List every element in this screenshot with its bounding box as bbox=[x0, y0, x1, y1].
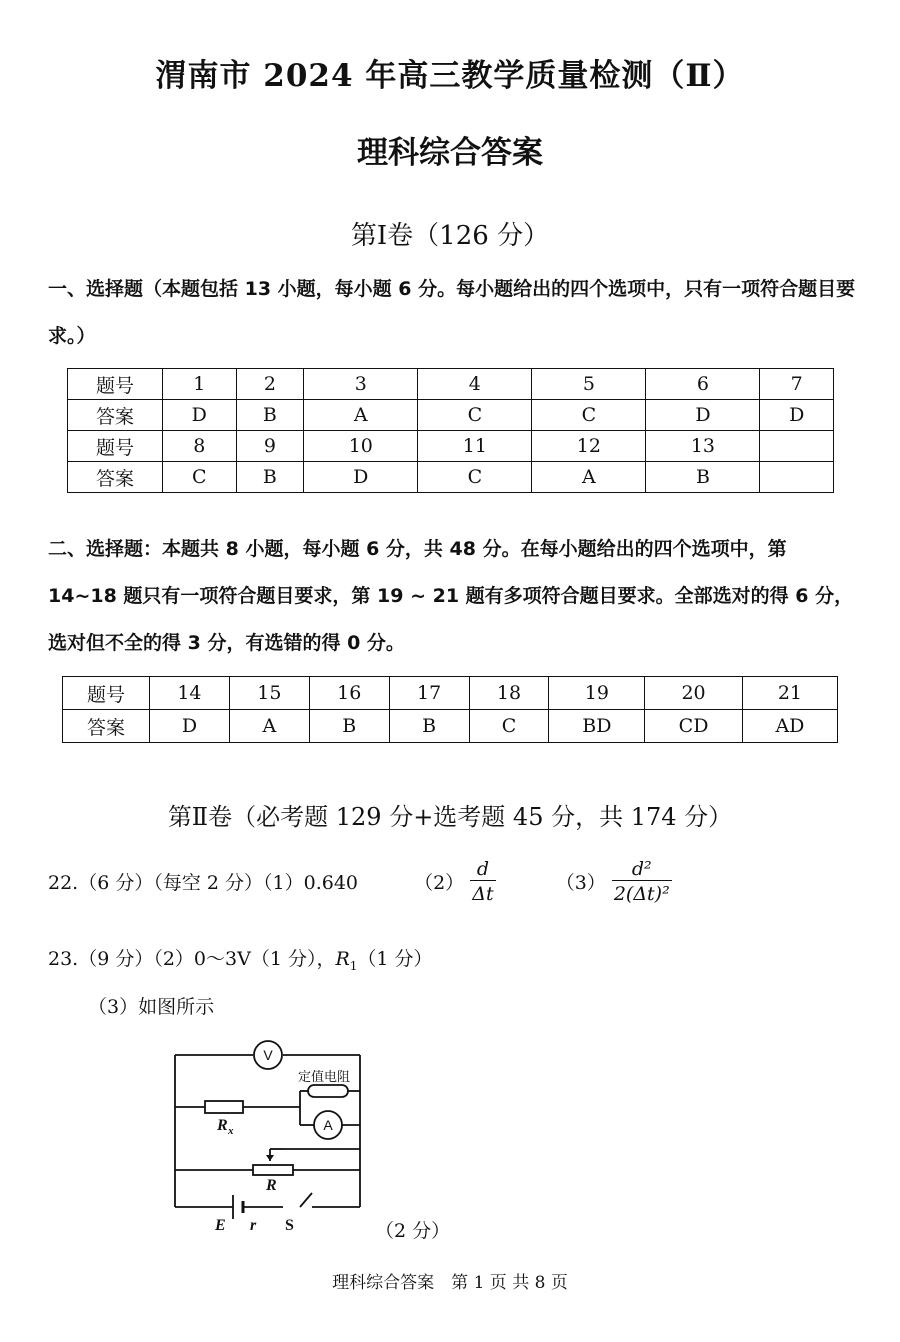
table-cell: 17 bbox=[389, 677, 469, 710]
table-cell: 2 bbox=[236, 369, 304, 400]
q22-part2-denominator: Δt bbox=[470, 880, 495, 905]
table-row bbox=[68, 369, 834, 400]
table-cell: 1 bbox=[163, 369, 237, 400]
table-cell: 14 bbox=[150, 677, 230, 710]
q23-var-sub: 1 bbox=[349, 958, 358, 973]
q22-part3-label: （3） bbox=[555, 872, 606, 894]
table-cell: B bbox=[236, 462, 304, 493]
q22-part2-fraction bbox=[470, 858, 495, 905]
table-row bbox=[63, 710, 838, 743]
table-row-header: 题号 bbox=[63, 677, 150, 710]
volume1-heading: 第Ⅰ卷（126 分） bbox=[350, 221, 550, 251]
table-row bbox=[68, 400, 834, 431]
table-cell: 11 bbox=[418, 431, 532, 462]
table-cell: 10 bbox=[304, 431, 418, 462]
rheostat-label: R bbox=[266, 1177, 277, 1194]
table-cell: CD bbox=[645, 710, 743, 743]
table-cell: 12 bbox=[532, 431, 646, 462]
table-cell: 6 bbox=[646, 369, 760, 400]
table-cell: D bbox=[150, 710, 230, 743]
rx-resistor bbox=[205, 1101, 243, 1113]
table-row bbox=[63, 677, 838, 710]
q23-line1-b: （1 分） bbox=[357, 948, 433, 970]
table-cell: A bbox=[229, 710, 309, 743]
rheostat bbox=[253, 1165, 293, 1175]
table-cell: 15 bbox=[229, 677, 309, 710]
table-cell: 4 bbox=[418, 369, 532, 400]
table-cell: B bbox=[309, 710, 389, 743]
fixed-resistor bbox=[308, 1085, 348, 1097]
table-cell: B bbox=[236, 400, 304, 431]
section1-instructions: 一、选择题（本题包括 13 小题，每小题 6 分。每小题给出的四个选项中，只有一项符合题目要求。） bbox=[48, 278, 856, 347]
q23-line1-a: 23.（9 分）（2）0～3V（1 分）， bbox=[48, 948, 336, 970]
switch-label: S bbox=[285, 1217, 294, 1234]
q22-prefix: 22.（6 分）（每空 2 分）（1）0.640 bbox=[48, 872, 358, 894]
q22-part3-fraction bbox=[612, 858, 672, 905]
q22-answer bbox=[48, 858, 672, 905]
table-cell: D bbox=[760, 400, 834, 431]
table-cell: D bbox=[304, 462, 418, 493]
table-cell: BD bbox=[549, 710, 645, 743]
page-subtitle: 理科综合答案 bbox=[357, 135, 543, 171]
table-cell: 13 bbox=[646, 431, 760, 462]
table-row-header: 答案 bbox=[63, 710, 150, 743]
q23-figure-score: （2 分） bbox=[375, 1220, 451, 1242]
table-cell: 9 bbox=[236, 431, 304, 462]
table-cell: C bbox=[163, 462, 237, 493]
table-row-header: 答案 bbox=[68, 400, 163, 431]
table-cell: 7 bbox=[760, 369, 834, 400]
q23-line2: （3）如图所示 bbox=[88, 996, 215, 1018]
answer-table-1 bbox=[67, 368, 834, 493]
page-footer: 理科综合答案 第 1 页 共 8 页 bbox=[332, 1273, 568, 1293]
q22-part2-numerator: d bbox=[476, 858, 489, 880]
table-cell: AD bbox=[742, 710, 837, 743]
table-row-header: 题号 bbox=[68, 431, 163, 462]
q23-var: R bbox=[335, 948, 350, 970]
table-cell: C bbox=[418, 400, 532, 431]
table-row bbox=[68, 462, 834, 493]
table-cell bbox=[760, 462, 834, 493]
emf-label: E bbox=[215, 1217, 226, 1234]
table-cell: 20 bbox=[645, 677, 743, 710]
table-cell: B bbox=[389, 710, 469, 743]
circuit-diagram bbox=[160, 1035, 390, 1245]
table-cell: 8 bbox=[163, 431, 237, 462]
table-cell: 5 bbox=[532, 369, 646, 400]
table-cell: C bbox=[469, 710, 549, 743]
table-cell: 19 bbox=[549, 677, 645, 710]
table-cell: 21 bbox=[742, 677, 837, 710]
q22-part3-denominator: 2(Δt)² bbox=[612, 880, 672, 905]
internal-resistance-label: r bbox=[250, 1217, 257, 1234]
q22-part3-numerator: d² bbox=[631, 858, 652, 880]
table-cell: 3 bbox=[304, 369, 418, 400]
section2-instructions: 二、选择题：本题共 8 小题，每小题 6 分，共 48 分。在每小题给出的四个选项中，第 14~18 题只有一项符合题目要求，第 19 ~ 21 题有多项符合题目要求。全部选对的得 6 分，选对但不全的得 3 分，有选错的得 0 分。 bbox=[48, 538, 854, 654]
volume2-heading: 第Ⅱ卷（必考题 129 分+选考题 45 分，共 174 分） bbox=[167, 803, 733, 831]
table-cell: 16 bbox=[309, 677, 389, 710]
page-title: 渭南市 2024 年高三教学质量检测（Ⅱ） bbox=[155, 58, 745, 94]
table-cell: B bbox=[646, 462, 760, 493]
table-cell: C bbox=[532, 400, 646, 431]
table-row-header: 答案 bbox=[68, 462, 163, 493]
table-cell: D bbox=[646, 400, 760, 431]
voltmeter-label: V bbox=[263, 1047, 273, 1063]
slider-arrow-icon bbox=[266, 1155, 274, 1161]
table-row bbox=[68, 431, 834, 462]
table-cell bbox=[760, 431, 834, 462]
rx-label: R bbox=[217, 1117, 228, 1134]
q22-part2-label: （2） bbox=[414, 872, 465, 894]
q23-line1 bbox=[48, 944, 433, 973]
table-cell: A bbox=[532, 462, 646, 493]
ammeter-label: A bbox=[323, 1117, 333, 1133]
table-cell: C bbox=[418, 462, 532, 493]
table-row-header: 题号 bbox=[68, 369, 163, 400]
answer-table-2 bbox=[62, 676, 838, 743]
table-cell: D bbox=[163, 400, 237, 431]
fixed-resistor-label: 定值电阻 bbox=[298, 1069, 351, 1084]
rx-sub: x bbox=[228, 1125, 234, 1137]
table-cell: A bbox=[304, 400, 418, 431]
table-cell: 18 bbox=[469, 677, 549, 710]
